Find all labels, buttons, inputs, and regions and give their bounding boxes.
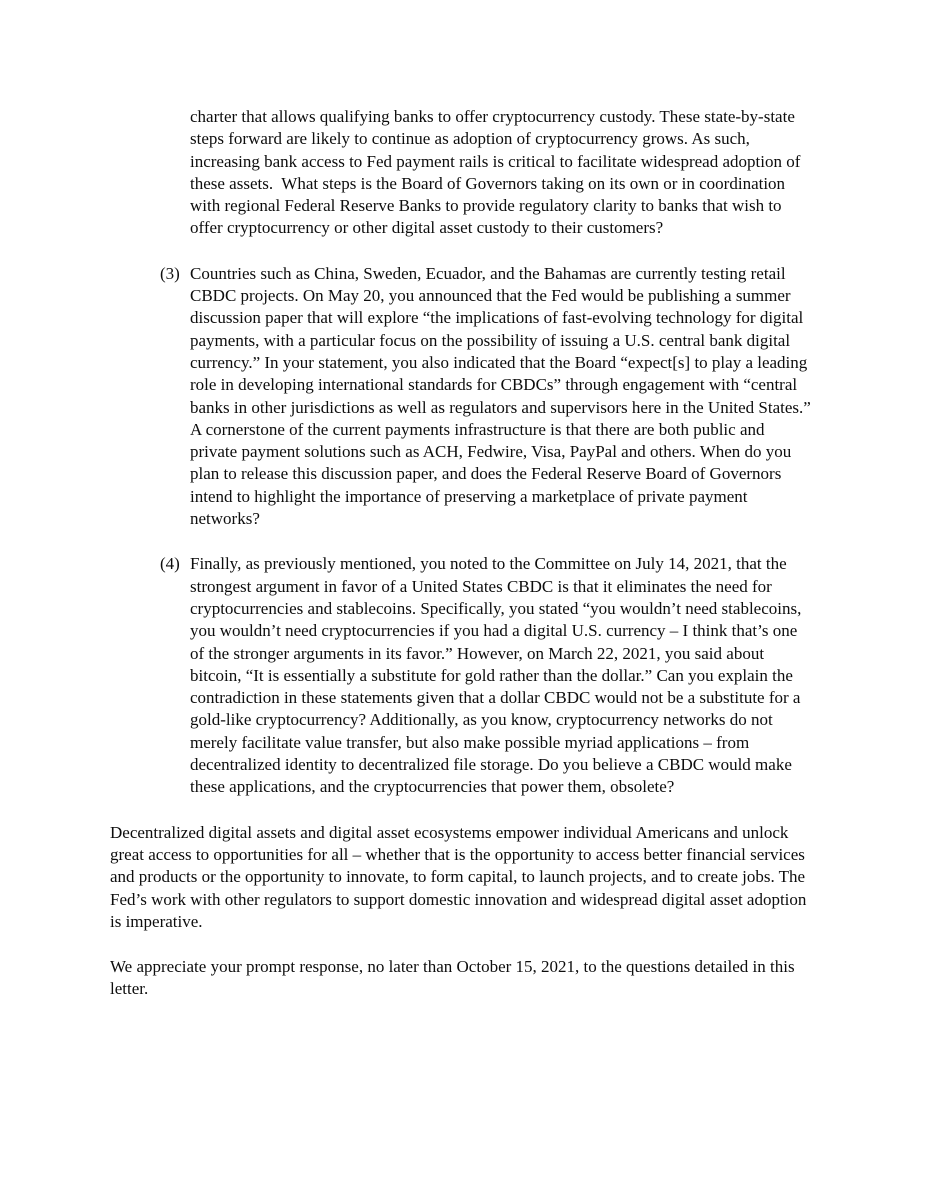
paragraph-closing-summary: Decentralized digital assets and digital asset ecosystems empower individual Americans and unlock great access to opportunities for all – whether that is the opportunity to access better financial services and products or the opportunity to innovate, to form capital, to launch projects, and to create jobs. The Fed’s work with other regulators to support domestic innovation and widespread digital asset adoption is imperative. [110,822,811,931]
numbered-item-4-text: Finally, as previously mentioned, you noted to the Committee on July 14, 2021, that the strongest argument in favor of a United States CBDC is that it eliminates the need for cryptocurrencies and stablecoins. Specifically, you stated “you wouldn’t need stablecoins, you wouldn’t need cryptocurrencies if you had a digital U.S. currency – I think that’s one of the stronger arguments in its favor.” However, on March 22, 2021, you said about bitcoin, “It is essentially a substitute for gold rather than the dollar.” Can you explain the contradiction in these statements given that a dollar CBDC would not be a substitute for a gold-like cryptocurrency? Additionally, as you know, cryptocurrency networks do not merely facilitate value transfer, but also make possible myriad applications – from decentralized identity to decentralized file storage. Do you believe a CBDC would make these applications, and the cryptocurrencies that power them, obsolete? [190,554,806,797]
numbered-item-4-marker: (4) [160,554,180,574]
numbered-item-3-text: Countries such as China, Sweden, Ecuador, and the Bahamas are currently testing retail CBDC projects. On May 20, you announced that the Fed would be publishing a summer discussion paper that will explore “the implications of fast-evolving technology for digital payments, with a particular focus on the possibility of issuing a U.S. central bank digital currency.” In your statement, you also indicated that the Board “expect[s] to play a leading role in developing international standards for CBDCs” through engagement with “central banks in other jurisdictions as well as regulators and supervisors here in the United States.” A cornerstone of the current payments infrastructure is that there are both public and private payment solutions such as ACH, Fedwire, Visa, PayPal and others. When do you plan to release this discussion paper, and does the Federal Reserve Board of Governors intend to highlight the importance of preserving a marketplace of private payment networks? [190,263,815,529]
numbered-item-3 [160,263,815,531]
paragraph-response-deadline: We appreciate your prompt response, no later than October 15, 2021, to the questions detailed in this letter. [110,957,799,999]
numbered-item-3-marker: (3) [160,263,180,283]
paragraph-continuation-question-2: charter that allows qualifying banks to offer cryptocurrency custody. These state-by-state steps forward are likely to continue as adoption of cryptocurrency grows. As such, increasing bank access to Fed payment rails is critical to facilitate widespread adoption of these assets. What steps is the Board of Governors taking on its own or in coordination with regional Federal Reserve Banks to provide regulatory clarity to banks that wish to offer cryptocurrency or other digital asset custody to their customers? [190,107,805,238]
numbered-item-4 [160,553,815,798]
